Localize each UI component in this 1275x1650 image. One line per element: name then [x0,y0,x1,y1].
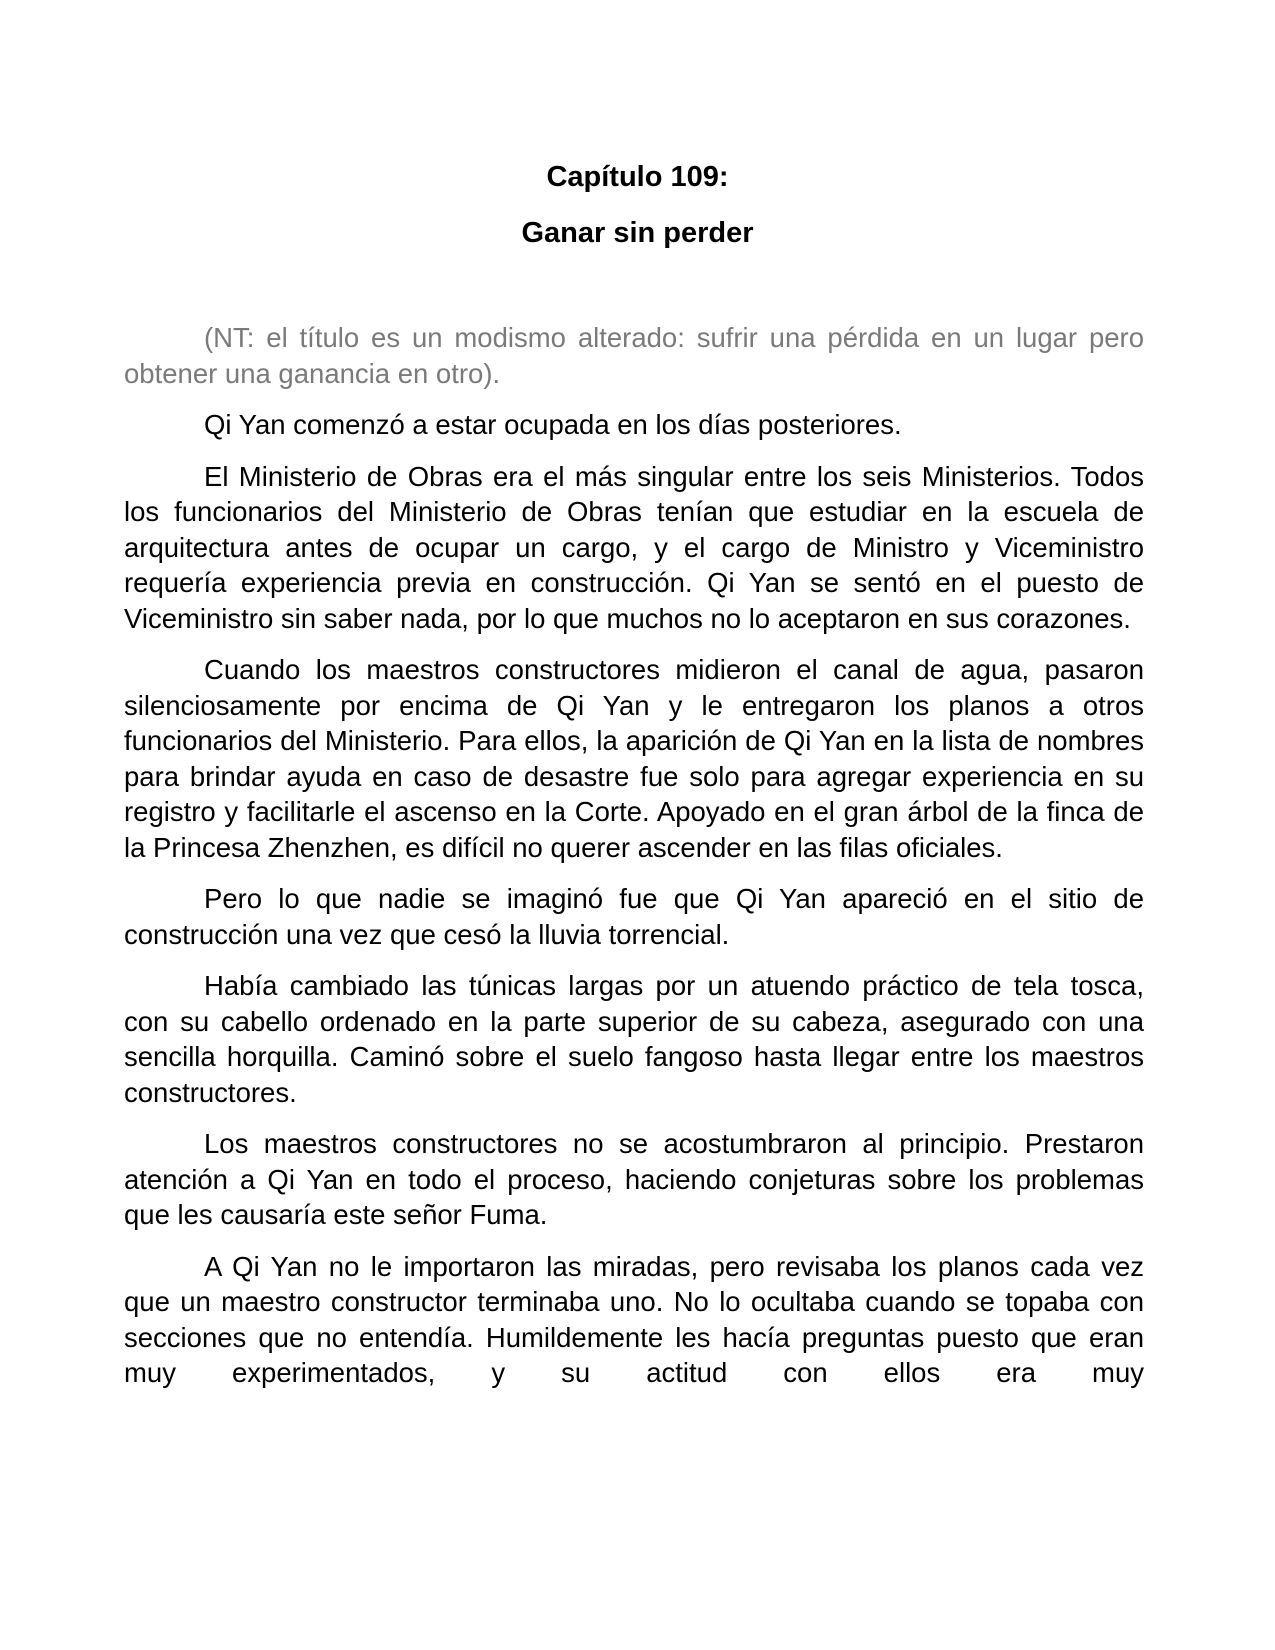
paragraph: Cuando los maestros constructores midieron el canal de agua, pasaron silenciosamente por encima de Qi Yan y le entregaron los planos a otros funcionarios del Ministerio. Para ellos, la aparición de Qi Yan en la lista de nombres para brindar ayuda en caso de desastre fue solo para agregar experiencia en su registro y facilitarle el ascenso en la Corte. Apoyado en el gran árbol de la finca de la Princesa Zhenzhen, es difícil no querer ascender en las filas oficiales. [124,654,1144,863]
chapter-body [124,320,1144,1391]
paragraph: A Qi Yan no le importaron las miradas, pero revisaba los planos cada vez que un maestro constructor terminaba uno. No lo ocultaba cuando se topaba con secciones que no entendía. Humildemente les hacía preguntas puesto que eran muy experimentados, y su actitud con ellos era muy [124,1250,1144,1388]
translator-note: (NT: el título es un modismo alterado: sufrir una pérdida en un lugar pero obtener una ganancia en otro). [124,322,1144,389]
chapter-header [0,160,1275,250]
chapter-number: Capítulo 109: [546,161,729,193]
paragraph: El Ministerio de Obras era el más singular entre los seis Ministerios. Todos los funcionarios del Ministerio de Obras tenían que estudiar en la escuela de arquitectura antes de ocupar un cargo, y el cargo de Ministro y Viceministro requería experiencia previa en construcción. Qi Yan se sentó en el puesto de Viceministro sin saber nada, por lo que muchos no lo aceptaron en sus corazones. [124,460,1144,634]
chapter-title: Ganar sin perder [521,217,754,249]
paragraph: Qi Yan comenzó a estar ocupada en los días posteriores. [204,409,902,440]
paragraph: Los maestros constructores no se acostumbraron al principio. Prestaron atención a Qi Yan en todo el proceso, haciendo conjeturas sobre los problemas que les causaría este señor Fuma. [124,1128,1144,1230]
paragraph: Pero lo que nadie se imaginó fue que Qi Yan apareció en el sitio de construcción una vez que cesó la lluvia torrencial. [124,883,1144,950]
paragraph: Había cambiado las túnicas largas por un atuendo práctico de tela tosca, con su cabello ordenado en la parte superior de su cabeza, asegurado con una sencilla horquilla. Caminó sobre el suelo fangoso hasta llegar entre los maestros constructores. [124,970,1144,1108]
